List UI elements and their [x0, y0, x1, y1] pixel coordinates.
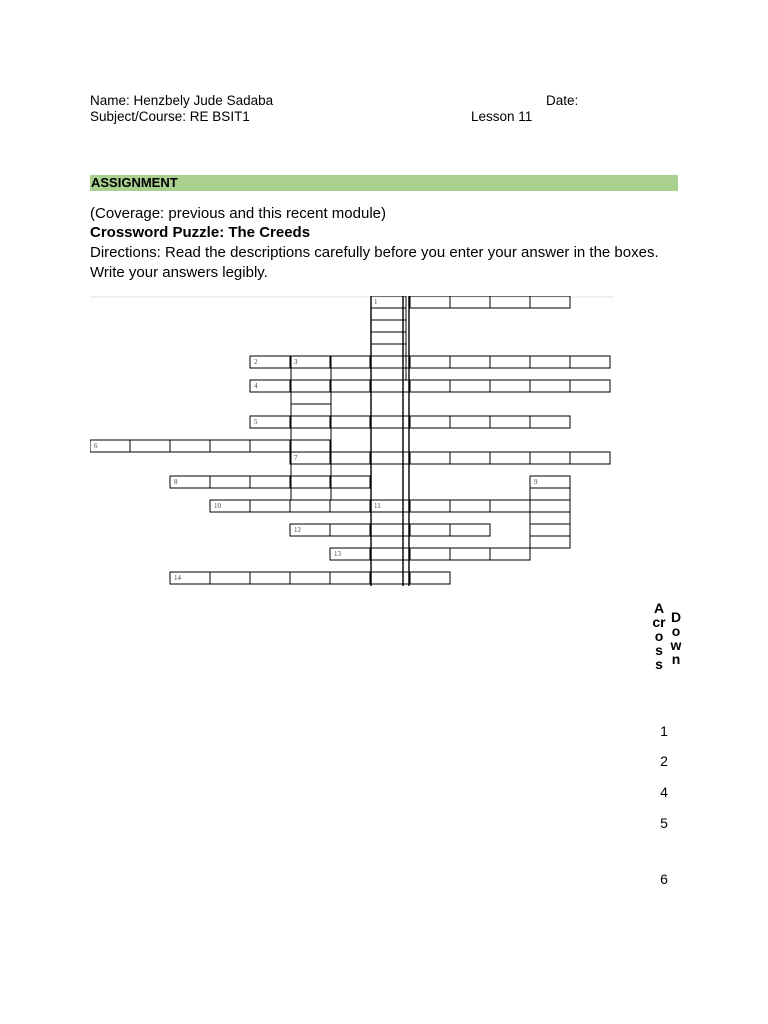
clue-number-label: 14 — [174, 574, 181, 582]
clue-number-label: 3 — [294, 358, 298, 366]
crossword-cell[interactable] — [130, 440, 170, 452]
crossword-grid — [90, 296, 614, 586]
assignment-heading: ASSIGNMENT — [91, 175, 178, 190]
crossword-cell[interactable] — [210, 572, 250, 584]
crossword-cell[interactable] — [290, 476, 330, 488]
crossword-cell[interactable] — [291, 380, 331, 392]
crossword-cell[interactable] — [291, 428, 331, 440]
directions-line-1: Directions: Read the descriptions carefully before you enter your answer in the boxes. — [90, 244, 659, 261]
clue-number-label: 13 — [334, 550, 341, 558]
down-letter: o — [671, 623, 681, 639]
crossword-cell[interactable] — [210, 476, 250, 488]
clue-number-label: 10 — [214, 502, 221, 510]
crossword-cell[interactable] — [490, 452, 530, 464]
crossword-cell[interactable] — [570, 356, 610, 368]
clue-number-label: 8 — [174, 478, 178, 486]
crossword-cell[interactable] — [210, 440, 250, 452]
crossword-cell[interactable] — [530, 452, 570, 464]
crossword-cell[interactable] — [371, 356, 406, 368]
clue-number-label: 9 — [534, 478, 538, 486]
across-heading — [650, 601, 668, 671]
student-name: Name: Henzbely Jude Sadaba — [90, 93, 274, 108]
assignment-band — [90, 175, 678, 191]
clue-number: 4 — [660, 784, 668, 800]
crossword-cell[interactable] — [410, 548, 450, 560]
crossword-cell[interactable] — [410, 416, 450, 428]
crossword-cell[interactable] — [410, 296, 450, 308]
coverage-note: (Coverage: previous and this recent module) — [90, 205, 386, 222]
crossword-cell[interactable] — [250, 476, 290, 488]
crossword-cell[interactable] — [250, 440, 290, 452]
crossword-cell[interactable] — [530, 488, 570, 500]
across-letter: A — [653, 600, 665, 616]
crossword-cell[interactable] — [250, 572, 290, 584]
crossword-cell[interactable] — [371, 320, 406, 332]
crossword-cell[interactable] — [330, 380, 370, 392]
crossword-cell[interactable] — [570, 452, 610, 464]
down-letter: w — [670, 637, 682, 653]
crossword-cell[interactable] — [290, 440, 330, 452]
crossword-cell[interactable] — [450, 500, 490, 512]
crossword-cell[interactable] — [490, 548, 530, 560]
clue-number-label: 5 — [254, 418, 258, 426]
course-line: Subject/Course: RE BSIT1 — [90, 109, 250, 124]
crossword-cell[interactable] — [450, 380, 490, 392]
crossword-cell[interactable] — [291, 488, 331, 500]
crossword-cell[interactable] — [370, 380, 410, 392]
crossword-cell[interactable] — [371, 332, 406, 344]
crossword-cell[interactable] — [370, 572, 410, 584]
crossword-cell[interactable] — [290, 572, 330, 584]
crossword-cell[interactable] — [410, 356, 450, 368]
crossword-cell[interactable] — [490, 500, 530, 512]
crossword-cell[interactable] — [490, 380, 530, 392]
crossword-cell[interactable] — [410, 380, 450, 392]
crossword-cell[interactable] — [291, 464, 331, 476]
crossword-cell[interactable] — [410, 500, 450, 512]
crossword-cell[interactable] — [371, 344, 406, 356]
crossword-cell[interactable] — [530, 296, 570, 308]
crossword-cell[interactable] — [291, 404, 331, 416]
crossword-cell[interactable] — [450, 356, 490, 368]
clue-number: 5 — [660, 815, 668, 831]
crossword-cell[interactable] — [410, 524, 450, 536]
clue-number-label: 2 — [254, 358, 258, 366]
across-letter: s — [655, 642, 663, 658]
crossword-cell[interactable] — [290, 380, 330, 392]
crossword-cell[interactable] — [450, 524, 490, 536]
crossword-cell[interactable] — [371, 308, 406, 320]
crossword-cell[interactable] — [370, 548, 410, 560]
crossword-cell[interactable] — [371, 368, 406, 380]
clue-number-label: 4 — [254, 382, 258, 390]
crossword-cell[interactable] — [450, 416, 490, 428]
directions-line-2: Write your answers legibly. — [90, 264, 268, 281]
date-label: Date: — [546, 93, 579, 108]
clue-number: 1 — [660, 723, 668, 739]
crossword-cell[interactable] — [170, 440, 210, 452]
crossword-cell[interactable] — [490, 416, 530, 428]
crossword-cell[interactable] — [330, 452, 370, 464]
crossword-cell[interactable] — [570, 380, 610, 392]
crossword-cell[interactable] — [370, 524, 410, 536]
crossword-cell[interactable] — [410, 572, 450, 584]
crossword-cell[interactable] — [291, 476, 331, 488]
crossword-cell[interactable] — [291, 368, 331, 380]
down-letter: n — [671, 651, 681, 667]
crossword-cell[interactable] — [490, 356, 530, 368]
crossword-cell[interactable] — [291, 416, 331, 428]
lesson-label: Lesson 11 — [471, 109, 533, 124]
down-heading — [667, 610, 685, 666]
clue-number-label: 12 — [294, 526, 301, 534]
clue-number: 2 — [660, 753, 668, 769]
clue-number-label: 11 — [374, 502, 381, 510]
crossword-cell[interactable] — [330, 416, 370, 428]
crossword-cell[interactable] — [530, 524, 570, 536]
crossword-cell[interactable] — [370, 452, 410, 464]
crossword-cell[interactable] — [370, 416, 410, 428]
puzzle-title: Crossword Puzzle: The Creeds — [90, 224, 311, 241]
crossword-cell[interactable] — [490, 296, 530, 308]
clue-number-label: 7 — [294, 454, 298, 462]
crossword-cell[interactable] — [530, 380, 570, 392]
crossword-cell[interactable] — [291, 440, 331, 452]
crossword-cell[interactable] — [330, 524, 370, 536]
crossword-cell[interactable] — [291, 392, 331, 404]
clue-number: 6 — [660, 871, 668, 887]
across-letter: s — [655, 656, 663, 672]
crossword-cell[interactable] — [530, 356, 570, 368]
crossword-cell[interactable] — [290, 416, 330, 428]
crossword-cell[interactable] — [530, 416, 570, 428]
crossword-cell[interactable] — [330, 572, 370, 584]
crossword-cell[interactable] — [450, 452, 490, 464]
crossword-cell[interactable] — [330, 500, 370, 512]
crossword-cell[interactable] — [450, 548, 490, 560]
across-letter: cr — [652, 614, 666, 630]
crossword-cell[interactable] — [530, 512, 570, 524]
crossword-cell[interactable] — [450, 296, 490, 308]
crossword-cell[interactable] — [290, 500, 330, 512]
down-letter: D — [670, 609, 682, 625]
crossword-cell[interactable] — [250, 500, 290, 512]
crossword-cell[interactable] — [370, 356, 410, 368]
crossword-cell[interactable] — [530, 500, 570, 512]
crossword-cell[interactable] — [410, 452, 450, 464]
clue-number-label: 6 — [94, 442, 98, 450]
crossword-cell[interactable] — [530, 536, 570, 548]
crossword-cell[interactable] — [330, 476, 370, 488]
across-letter: o — [654, 628, 664, 644]
crossword-cell[interactable] — [330, 356, 370, 368]
clue-number-label: 1 — [374, 298, 378, 306]
